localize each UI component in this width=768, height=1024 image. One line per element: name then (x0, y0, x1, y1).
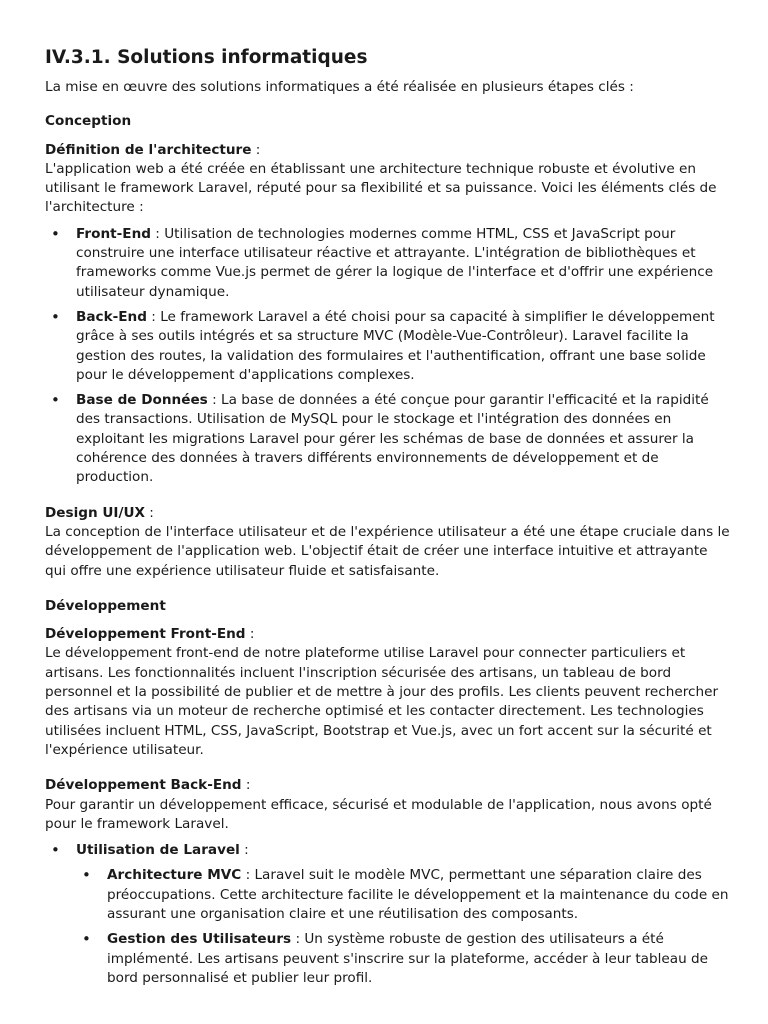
list-item (45, 391, 732, 487)
back-end-paragraph (45, 776, 732, 834)
back-end-block (45, 776, 732, 988)
list-item-term: Gestion des Utilisateurs (107, 931, 292, 948)
architecture-block (45, 141, 732, 488)
back-end-list (45, 841, 732, 988)
intro-paragraph: La mise en œuvre des solutions informatiques a été réalisée en plusieurs étapes clés : (45, 79, 634, 95)
front-end-suffix: : (245, 626, 255, 643)
page-title: IV.3.1. Solutions informatiques (45, 47, 368, 68)
design-block (45, 504, 732, 581)
list-item-term: Architecture MVC (107, 867, 242, 884)
list-item (45, 225, 732, 302)
list-item-text: : Laravel suit le modèle MVC, permettant une séparation claire des préoccupations. Cette architecture facilite le développement et la maintenance du code en assurant une organisation claire et une réutilisation des composants. (107, 867, 729, 922)
front-end-block (45, 625, 732, 760)
list-item (76, 866, 732, 924)
list-item-text: : Utilisation de technologies modernes comme HTML, CSS et JavaScript pour construire une interface utilisateur réactive et attrayante. L'intégration de bibliothèques et frameworks comme Vue.js permet de gérer la logique de l'interface et d'offrir une expérience utilisateur dynamique. (76, 225, 714, 300)
back-end-suffix: : (241, 777, 251, 794)
list-item (45, 308, 732, 385)
front-end-text: Le développement front-end de notre plateforme utilise Laravel pour connecter particuliers et artisans. Les fonctionnalités incluent l'inscription sécurisée des artisans, un tableau de bord personnel et la possibilité de publier et de mettre à jour des profils. Les clients peuvent rechercher des artisans via un moteur de recherche optimisé et les contacter directement. Les technologies utilisées incluent HTML, CSS, JavaScript, Bootstrap et Vue.js, avec un fort accent sur la sécurité et l'expérience utilisateur. (45, 645, 719, 758)
list-item-term: Back-End (76, 308, 147, 325)
architecture-list (45, 225, 732, 488)
list-item-text: : Le framework Laravel a été choisi pour sa capacité à simplifier le développement grâce à ses outils intégrés et sa structure MVC (Modèle-Vue-Contrôleur). Laravel facilite la gestion des routes, la validation des formulaires et l'authentification, offrant une base solide pour le développement d'applications complexes. (76, 308, 715, 383)
section-heading-conception: Conception (45, 113, 132, 130)
list-item-text: : La base de données a été conçue pour garantir l'efficacité et la rapidité des transactions. Utilisation de MySQL pour le stockage et l'intégration des données en exploitant les migrations Laravel pour gérer les schémas de base de données et assurer la cohérence des données à travers différents environnements de développement et de production. (76, 392, 709, 486)
list-item-text: : Un système robuste de gestion des utilisateurs a été implémenté. Les artisans peuvent s'inscrire sur la plateforme, accéder à leur tableau de bord personnalisé et publier leur profil. (107, 931, 709, 986)
design-text: La conception de l'interface utilisateur et de l'expérience utilisateur a été une étape cruciale dans le développement de l'application web. L'objectif était de créer une interface intuitive et attrayante qui offre une expérience utilisateur fluide et satisfaisante. (45, 523, 730, 579)
design-paragraph (45, 504, 732, 581)
design-suffix: : (144, 504, 154, 521)
list-item (45, 841, 732, 988)
back-end-text: Pour garantir un développement efficace, sécurisé et modulable de l'application, nous avons opté pour le framework Laravel. (45, 796, 712, 832)
architecture-suffix: : (251, 141, 261, 158)
list-item (76, 930, 732, 988)
list-item-term: Utilisation de Laravel (76, 842, 240, 859)
laravel-sublist (76, 866, 732, 988)
architecture-text: L'application web a été créée en établissant une architecture technique robuste et évolutive en utilisant le framework Laravel, réputé pour sa flexibilité et sa puissance. Voici les éléments clés de l'architecture : (45, 160, 717, 216)
list-item-term: Base de Données (76, 392, 208, 409)
front-end-paragraph (45, 625, 732, 760)
architecture-label: Définition de l'architecture (45, 141, 252, 158)
list-item-term: Front-End (76, 225, 151, 242)
architecture-paragraph (45, 141, 732, 218)
list-item-suffix: : (239, 842, 249, 859)
back-end-label: Développement Back-End (45, 777, 242, 794)
section-heading-developpement: Développement (45, 597, 166, 614)
front-end-label: Développement Front-End (45, 626, 246, 643)
design-label: Design UI/UX (45, 504, 145, 521)
